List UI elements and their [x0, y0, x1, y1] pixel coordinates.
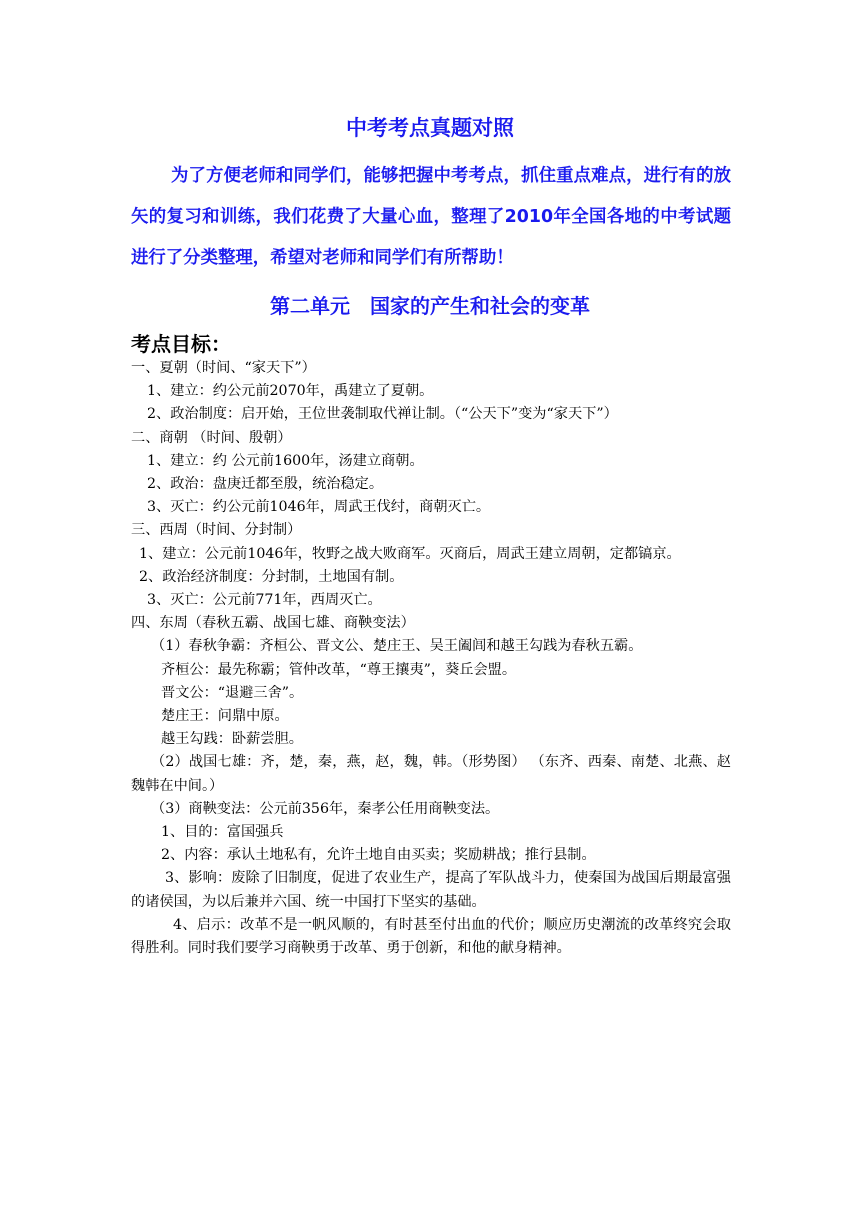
outline-line: 2、政治制度：启开始，王位世袭制取代禅让制。（“公天下”变为“家天下”） [147, 406, 618, 423]
outline-line: 3、影响：废除了旧制度，促进了农业生产，提高了军队战斗力，使秦国为战国后期最富强的诸侯国，为以后兼并六国、统一中国打下坚实的基础。 [131, 870, 731, 910]
page-title: 中考考点真题对照 [346, 116, 514, 140]
section-heading-xia: 一、夏朝（时间、“家天下”） [131, 360, 316, 376]
outline-line: 楚庄王：问鼎中原。 [161, 708, 289, 725]
unit-title: 第二单元 国家的产生和社会的变革 [270, 294, 590, 318]
outline-line: 3、灭亡：约公元前1046年，周武王伐纣，商朝灭亡。 [147, 499, 491, 516]
outline-line: 2、政治经济制度：分封制，土地国有制。 [139, 568, 404, 585]
section-heading-dongzhou: 四、东周（春秋五霸、战国七雄、商鞅变法） [131, 615, 415, 632]
outline-line: 3、灭亡：公元前771年，西周灭亡。 [147, 592, 382, 609]
intro-paragraph: 为了方便老师和同学们，能够把握中考考点，抓住重点难点，进行有的放矢的复习和训练，我们花费了大量心血，整理了2010年全国各地的中考试题进行了分类整理，希望对老师和同学们有所帮助！ [131, 166, 731, 268]
outline-line: 越王勾践：卧薪尝胆。 [161, 731, 303, 748]
outline-line: 1、建立：约公元前2070年，禹建立了夏朝。 [147, 383, 434, 400]
outline-line: （3）商鞅变法：公元前356年，秦孝公任用商鞅变法。 [151, 800, 500, 817]
outline-line: 2、政治：盘庚迁都至殷，统治稳定。 [147, 476, 384, 493]
goal-heading: 考点目标： [131, 332, 231, 356]
outline-line: 晋文公：“退避三舍”。 [161, 684, 304, 701]
outline-line: 齐桓公：最先称霸；管仲改革，“尊王攘夷”，葵丘会盟。 [161, 661, 517, 678]
section-heading-xizhou: 三、西周（时间、分封制） [131, 522, 302, 539]
outline-line: （1）春秋争霸：齐桓公、晋文公、楚庄王、吴王阖闾和越王勾践为春秋五霸。 [151, 638, 643, 655]
outline-line: 1、建立：公元前1046年，牧野之战大败商军。灭商后，周武王建立周朝，定都镐京。 [139, 545, 681, 562]
outline-line: 1、目的：富国强兵 [161, 824, 284, 841]
outline-line: 1、建立：约 公元前1600年，汤建立商朝。 [147, 452, 424, 469]
outline-line: 2、内容：承认土地私有，允许土地自由买卖；奖励耕战；推行县制。 [161, 847, 596, 864]
outline-line: 4、启示：改革不是一帆风顺的，有时甚至付出血的代价；顺应历史潮流的改革终究会取得胜利。同时我们要学习商鞅勇于改革、勇于创新，和他的献身精神。 [131, 916, 731, 957]
section-heading-shang: 二、商朝 （时间、殷朝） [131, 429, 292, 446]
outline-line: （2）战国七雄：齐，楚，秦，燕，赵，魏，韩。（形势图） （东齐、西秦、南楚、北燕、赵魏韩在中间。） [131, 754, 731, 794]
outline-body [131, 357, 731, 960]
